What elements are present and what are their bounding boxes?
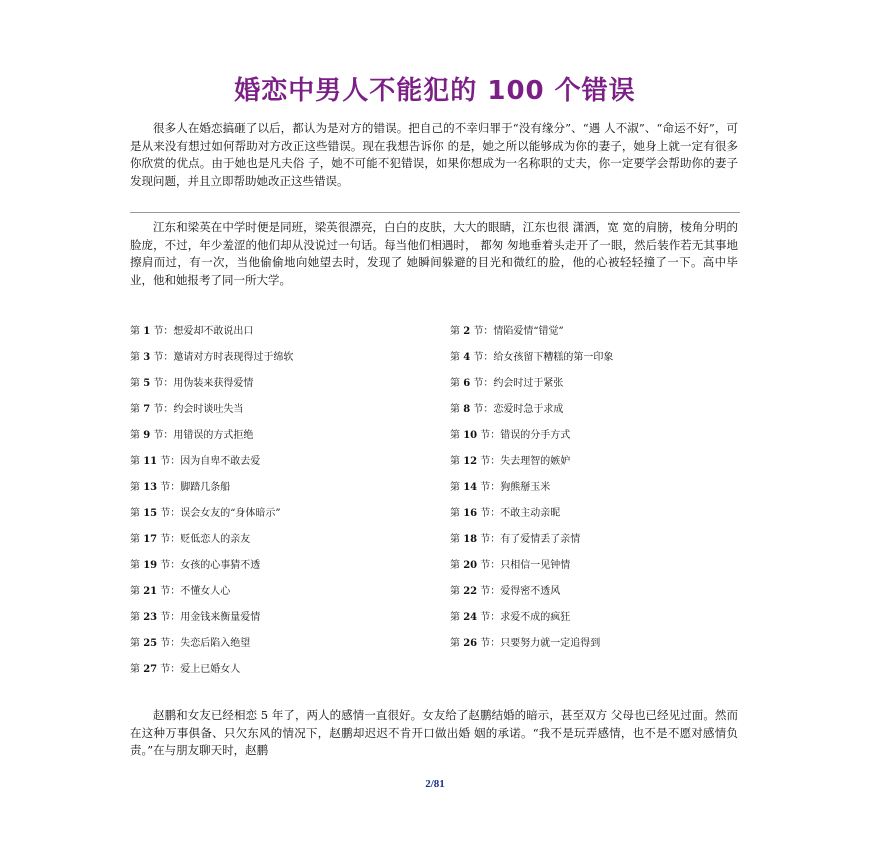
toc-item-title: 节：不敢主动亲昵 — [480, 508, 561, 519]
toc-item-title: 节：有了爱情丢了亲情 — [480, 534, 581, 545]
toc-row — [130, 582, 740, 608]
toc-item-number: 19 — [143, 560, 158, 571]
toc-item — [450, 608, 570, 623]
toc-item — [450, 582, 560, 597]
toc-item-title: 节：只要努力就一定追得到 — [480, 638, 601, 649]
toc-item — [450, 374, 563, 389]
toc-item-number: 25 — [143, 638, 158, 649]
toc-item-number: 14 — [463, 482, 478, 493]
toc-item-title: 节：想爱却不敢说出口 — [153, 326, 254, 337]
toc-item-prefix: 第 — [450, 404, 460, 415]
toc-row — [130, 504, 740, 530]
toc-item-title: 节：用伪装来获得爱情 — [153, 378, 254, 389]
toc-item-title: 节：情陷爱情“错觉” — [473, 326, 564, 337]
toc-item-prefix: 第 — [450, 508, 460, 519]
toc-row — [130, 634, 740, 660]
toc-item-number: 5 — [143, 378, 151, 389]
toc-item-number: 4 — [463, 352, 471, 363]
toc-item — [450, 556, 570, 571]
toc-item-title: 节：约会时谈吐失当 — [153, 404, 244, 415]
toc-item — [450, 348, 613, 363]
toc-item — [450, 530, 580, 545]
toc-item-prefix: 第 — [130, 404, 140, 415]
toc-item-prefix: 第 — [450, 612, 460, 623]
toc-item-prefix: 第 — [450, 534, 460, 545]
toc-item-prefix: 第 — [450, 326, 460, 337]
toc-item-title: 节：不懂女人心 — [160, 586, 231, 597]
toc-row — [130, 530, 740, 556]
toc-item-number: 24 — [463, 612, 478, 623]
toc-item-prefix: 第 — [130, 482, 140, 493]
toc-item-title: 节：因为自卑不敢去爱 — [160, 456, 261, 467]
toc-item — [450, 504, 560, 519]
toc-item-number: 20 — [463, 560, 478, 571]
document-title: 婚恋中男人不能犯的 100 个错误 — [234, 76, 636, 106]
toc-item-number: 21 — [143, 586, 158, 597]
toc-item-title: 节：贬低恋人的亲友 — [160, 534, 251, 545]
toc-row — [130, 478, 740, 504]
toc-item-prefix: 第 — [450, 352, 460, 363]
toc-row — [130, 400, 740, 426]
toc-item-title: 节：女孩的心事猜不透 — [160, 560, 261, 571]
toc-item — [450, 634, 600, 649]
toc-item-prefix: 第 — [130, 586, 140, 597]
toc-item-prefix: 第 — [130, 612, 140, 623]
toc-item-prefix: 第 — [130, 352, 140, 363]
toc-item-number: 7 — [143, 404, 151, 415]
toc-row — [130, 660, 740, 686]
toc-item — [450, 452, 570, 467]
toc-item-number: 15 — [143, 508, 158, 519]
toc-item-number: 27 — [143, 664, 158, 675]
toc-item — [450, 478, 550, 493]
toc-item — [130, 634, 250, 649]
toc-item — [130, 556, 260, 571]
toc-item-prefix: 第 — [130, 638, 140, 649]
toc-item-number: 18 — [463, 534, 478, 545]
toc-item-number: 11 — [143, 456, 158, 467]
toc-item-number: 1 — [143, 326, 151, 337]
toc-item — [130, 400, 243, 415]
toc-item — [450, 322, 564, 337]
toc-item-prefix: 第 — [450, 638, 460, 649]
toc-item-number: 16 — [463, 508, 478, 519]
toc-item — [130, 478, 230, 493]
toc-item-title: 节：给女孩留下糟糕的第一印象 — [473, 352, 614, 363]
toc-row — [130, 322, 740, 348]
toc-item-title: 节：失恋后陷入绝望 — [160, 638, 251, 649]
toc-item-title: 节：爱得密不透风 — [480, 586, 561, 597]
toc-item-number: 6 — [463, 378, 471, 389]
section-divider — [130, 212, 740, 213]
page-number: 2/81 — [425, 778, 445, 790]
toc-item-title: 节：恋爱时急于求成 — [473, 404, 564, 415]
toc-item-prefix: 第 — [130, 534, 140, 545]
toc-item-title: 节：求爱不成的疯狂 — [480, 612, 571, 623]
toc-row — [130, 348, 740, 374]
toc-item — [450, 400, 563, 415]
story-paragraph: 江东和梁英在中学时便是同班，梁英很漂亮，白白的皮肤，大大的眼睛，江东也很 潇洒，宽 宽的肩膀，棱角分明的脸庞，不过，年少羞涩的他们却从没说过一句话。每当他们相遇时， 都匆 匆地垂着头走开了一眼，然后装作若无其事地擦肩而过，有一次，当他偷偷地向她望去时，发现了 她瞬间躲避的目光和微红的脸，他的心被轻轻撞了一下。高中毕业，他和她报考了同一所大学。 — [130, 220, 738, 287]
toc-item-prefix: 第 — [450, 586, 460, 597]
intro-paragraph: 很多人在婚恋搞砸了以后，都认为是对方的错误。把自己的不幸归罪于“没有缘分”、“遇 人不淑”、“命运不好”，可是从来没有想过如何帮助对方改正这些错误。现在我想告诉你 的是，她之所以能够成为你的妻子，她身上就一定有很多你欣赏的优点。由于她也是凡夫俗 子，她不可能不犯错误，如果你想成为一名称职的丈夫，你一定要学会帮助你的妻子发现问题，并且立即帮助她改正这些错误。 — [130, 121, 738, 188]
toc-item-prefix: 第 — [130, 430, 140, 441]
toc-item-title: 节：狗熊掰玉米 — [480, 482, 551, 493]
toc-row — [130, 452, 740, 478]
toc-item-prefix: 第 — [130, 508, 140, 519]
toc-item — [130, 374, 253, 389]
toc-item-number: 13 — [143, 482, 158, 493]
toc-item-prefix: 第 — [450, 482, 460, 493]
toc-item-number: 9 — [143, 430, 151, 441]
toc-item — [130, 660, 240, 675]
toc-item-number: 3 — [143, 352, 151, 363]
toc-item-number: 10 — [463, 430, 478, 441]
toc-item-number: 23 — [143, 612, 158, 623]
toc-item — [130, 504, 281, 519]
toc-item-number: 2 — [463, 326, 471, 337]
toc-item-prefix: 第 — [130, 664, 140, 675]
toc-item-prefix: 第 — [450, 456, 460, 467]
toc-item-title: 节：误会女友的“身体暗示” — [160, 508, 281, 519]
toc-item-number: 22 — [463, 586, 478, 597]
toc-item-title: 节：爱上已婚女人 — [160, 664, 241, 675]
toc-item-prefix: 第 — [130, 456, 140, 467]
toc-item-title: 节：脚踏几条船 — [160, 482, 231, 493]
toc-item-title: 节：约会时过于紧张 — [473, 378, 564, 389]
toc-item-title: 节：用金钱来衡量爱情 — [160, 612, 261, 623]
toc-item-number: 26 — [463, 638, 478, 649]
toc-row — [130, 426, 740, 452]
toc-item-title: 节：错误的分手方式 — [480, 430, 571, 441]
toc-item-title: 节：只相信一见钟情 — [480, 560, 571, 571]
toc-row — [130, 556, 740, 582]
toc-item-number: 12 — [463, 456, 478, 467]
toc-row — [130, 608, 740, 634]
toc-item-prefix: 第 — [450, 560, 460, 571]
toc-item-prefix: 第 — [450, 430, 460, 441]
toc-item-title: 节：失去理智的嫉妒 — [480, 456, 571, 467]
toc-item-prefix: 第 — [450, 378, 460, 389]
toc-item — [130, 348, 293, 363]
toc-item-prefix: 第 — [130, 560, 140, 571]
toc-item — [130, 322, 253, 337]
toc-item — [130, 608, 260, 623]
toc-item-prefix: 第 — [130, 378, 140, 389]
toc-item-title: 节：邀请对方时表现得过于绵软 — [153, 352, 294, 363]
toc-row — [130, 374, 740, 400]
toc-item-prefix: 第 — [130, 326, 140, 337]
table-of-contents — [130, 322, 740, 686]
closing-paragraph: 赵鹏和女友已经相恋 5 年了，两人的感情一直很好。女友给了赵鹏结婚的暗示，甚至双方 父母也已经见过面。然而在这种万事俱备、只欠东风的情况下，赵鹏却迟迟不肯开口做出婚 姻的承诺。“我不是玩弄感情，也不是不愿对感情负责。”在与朋友聊天时，赵鹏 — [130, 708, 738, 758]
toc-item-title: 节：用错误的方式拒绝 — [153, 430, 254, 441]
toc-item — [130, 426, 253, 441]
toc-item — [450, 426, 570, 441]
toc-item — [130, 530, 250, 545]
toc-item-number: 17 — [143, 534, 158, 545]
toc-item — [130, 452, 260, 467]
toc-item — [130, 582, 230, 597]
toc-item-number: 8 — [463, 404, 471, 415]
